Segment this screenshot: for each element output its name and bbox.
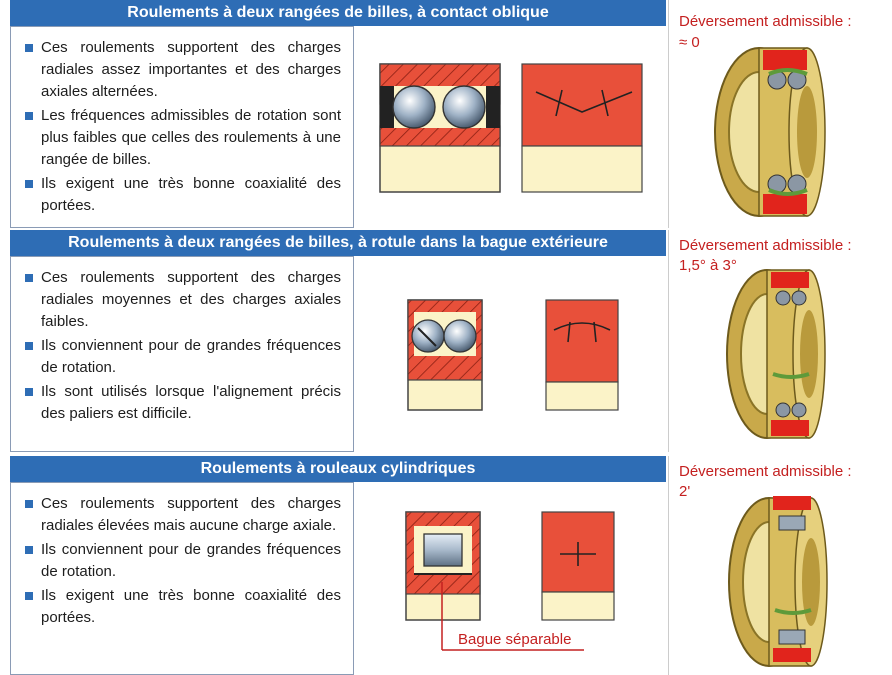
bearing-cross-section-icon [356, 256, 666, 452]
diagram-area [356, 482, 666, 675]
misalignment-value: 1,5° à 3° [679, 257, 737, 274]
description-box [10, 482, 354, 675]
section-angular-contact [10, 0, 666, 228]
bearing-photo-icon [719, 490, 839, 670]
bullet-item: Ils exigent une très bonne coaxialité des portées. [23, 585, 341, 629]
misalignment-panel [668, 456, 881, 675]
section-self-aligning [10, 230, 666, 452]
misalignment-value: 2' [679, 483, 691, 500]
bullet-item: Ces roulements supportent des charges radiales assez importantes et des charges axiales alternées. [23, 37, 341, 103]
bullet-item: Ces roulements supportent des charges radiales élevées mais aucune charge axiale. [23, 493, 341, 537]
misalignment-label: Déversement admissible : [679, 237, 852, 254]
square-bullet-icon [25, 592, 33, 600]
bullet-item: Ils sont utilisés lorsque l'alignement précis des paliers est difficile. [23, 381, 341, 425]
bullet-item: Les fréquences admissibles de rotation sont plus faibles que celles des roulements à une rangée de billes. [23, 105, 341, 171]
section-title: Roulements à rouleaux cylindriques [10, 456, 666, 482]
bearing-photo-icon [717, 264, 837, 442]
bearing-photo-icon [699, 44, 839, 219]
bullet-item: Ils conviennent pour de grandes fréquences de rotation. [23, 335, 341, 379]
square-bullet-icon [25, 180, 33, 188]
square-bullet-icon [25, 500, 33, 508]
bullet-item: Ces roulements supportent des charges radiales moyennes et des charges axiales faibles. [23, 267, 341, 333]
section-title: Roulements à deux rangées de billes, à rotule dans la bague extérieure [10, 230, 666, 256]
section-cylindrical-roller [10, 456, 666, 675]
square-bullet-icon [25, 44, 33, 52]
diagram-area [356, 256, 666, 452]
description-box [10, 26, 354, 228]
bullet-item: Ils conviennent pour de grandes fréquences de rotation. [23, 539, 341, 583]
square-bullet-icon [25, 274, 33, 282]
misalignment-panel [668, 0, 881, 228]
bullet-item: Ils exigent une très bonne coaxialité des portées. [23, 173, 341, 217]
description-box [10, 256, 354, 452]
square-bullet-icon [25, 342, 33, 350]
misalignment-label: Déversement admissible : [679, 13, 852, 30]
square-bullet-icon [25, 112, 33, 120]
section-title: Roulements à deux rangées de billes, à contact oblique [10, 0, 666, 26]
square-bullet-icon [25, 388, 33, 396]
diagram-area [356, 26, 666, 228]
bearing-cross-section-icon [356, 26, 666, 228]
misalignment-panel [668, 230, 881, 452]
square-bullet-icon [25, 546, 33, 554]
separable-ring-callout: Bague séparable [458, 631, 572, 648]
misalignment-value: ≈ 0 [679, 34, 700, 51]
misalignment-label: Déversement admissible : [679, 463, 852, 480]
